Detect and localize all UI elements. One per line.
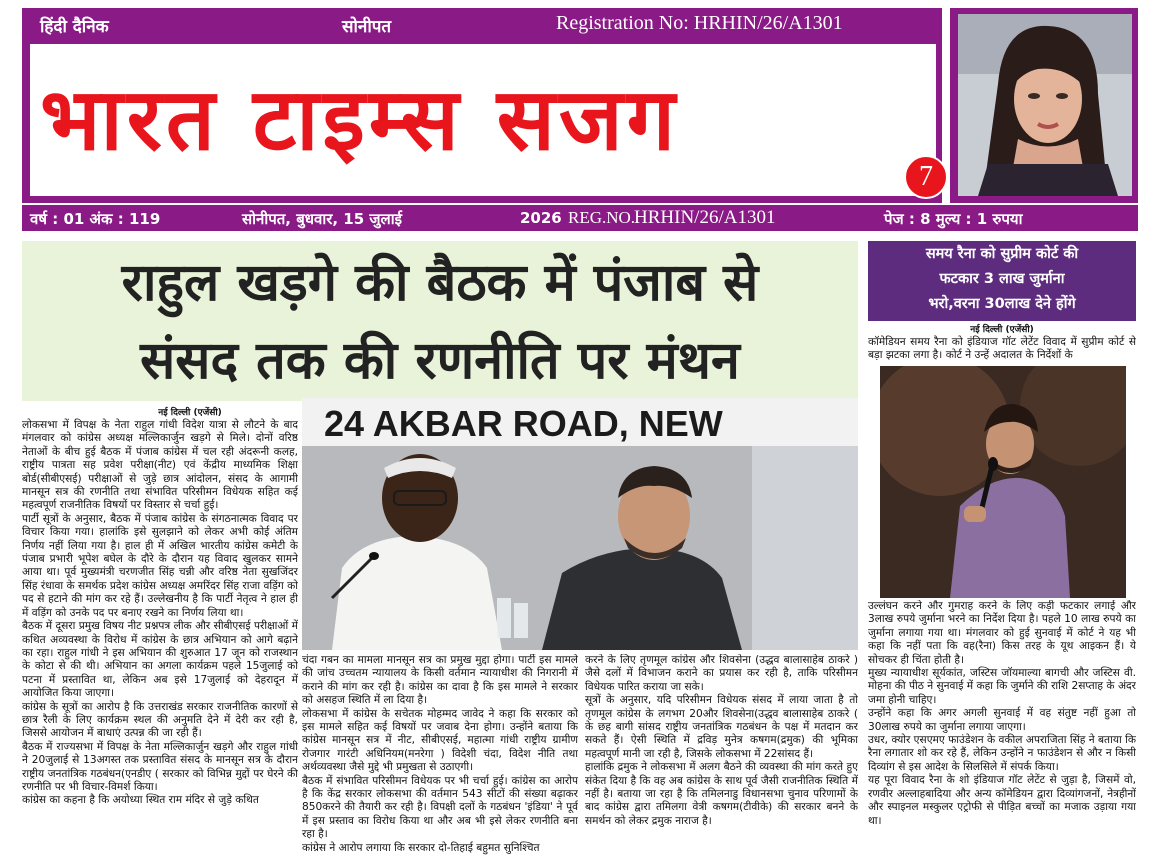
reg-label: REG.NO. bbox=[568, 208, 636, 227]
paragraph: मुख्य न्यायाधीश सूर्यकांत, जस्टिस जॉयमाल्या बागची और जस्टिस वी. मोहना की पीठ ने सुनवाई में कहा कि जुर्माने की राशि 2सप्ताह के अंदर जमा होनी चाहिए। bbox=[868, 667, 1136, 706]
story-byline: नई दिल्ली (एजेंसी) bbox=[158, 408, 222, 418]
story-column-3 bbox=[585, 654, 858, 867]
sidebar-byline: नई दिल्ली (एजेंसी) bbox=[970, 325, 1034, 335]
city-label: सोनीपत bbox=[342, 17, 392, 37]
paragraph: यह पूरा विवाद रैना के शो इंडियाज गॉट लेटेंट से जुड़ा है, जिसमें वो, रणवीर अल्लाहबादिया और अन्य कॉमेडियन द्वारा दिव्यांगजनों, नेत्रहीनों और स्पाइनल मस्कुलर एट्रोफी से पीड़ित बच्चों का मजाक उड़ाया गया था। bbox=[868, 774, 1136, 827]
paragraph: सूत्रों के अनुसार, यदि परिसीमन विधेयक संसद में लाया जाता है तो तृणमूल कांग्रेस के लगभग 20और शिवसेना(उद्धव बालासाहेब ठाकरे ( के छह बागी सांसद राष्ट्रीय जनतांत्रिक गठबंधन के पक्ष में मतदान कर सकते हैं। ऐसी स्थिति में द्रविड़ मुनेत्र कषगम(द्रमुक) की भूमिका महत्वपूर्ण मानी जा रही है, जिसके लोकसभा में 22सांसद हैं। bbox=[585, 694, 858, 760]
paragraph: उधर, क्योर एसएमए फाउंडेशन के वकील अपराजिता सिंह ने बताया कि रैना लगातार शो कर रहे हैं, लेकिन उन्होंने न फाउंडेशन से और न किसी दिव्यांग से इस आदेश के सिलसिले में संपर्क किया। bbox=[868, 734, 1136, 773]
paragraph: बैठक में संभावित परिसीमन विधेयक पर भी चर्चा हुई। कांग्रेस का आरोप है कि केंद्र सरकार लोकसभा की वर्तमान 543 सीटों की संख्या बढ़ाकर 850करने की तैयारी कर रही है। विपक्षी दलों के गठबंधन 'इंडिया' ने पूर्व में इस प्रस्ताव का विरोध किया था और अब भी इसे लेकर रणनीति बना रहा है। bbox=[302, 774, 578, 841]
masthead-portrait-photo bbox=[958, 14, 1132, 196]
sidebar-body bbox=[868, 600, 1136, 867]
masthead-top-strip bbox=[22, 10, 942, 42]
paragraph: बैठक में दूसरा प्रमुख विषय नीट प्रश्नपत्र लीक और सीबीएसई परीक्षाओं में कथित अव्यवस्था के विरोध में कांग्रेस के छात्र अभियान को आगे बढ़ाने का रहा। राहुल गांधी ने इस अभियान की शुरुआत 17 जून को राजस्थान के कोटा से की थी। अभियान का अगला कार्यक्रम पहले 15जुलाई को पटना में प्रस्तावित था, लेकिन अब इसे 17जुलाई को देहरादून में आयोजित किया जाएगा। bbox=[22, 620, 298, 700]
paragraph: बैठक में राज्यसभा में विपक्ष के नेता मल्लिकार्जुन खड़गे और राहुल गांधी ने 20जुलाई से 13अगस्त तक प्रस्तावित संसद के मानसून सत्र के दौरान राष्ट्रीय जनतांत्रिक गठबंधन(एनडीए ( सरकार को विभिन्न मुद्दों पर घेरने की रणनीति पर भी विचार-विमर्श किया। bbox=[22, 740, 298, 793]
sidebar-intro bbox=[868, 322, 1136, 366]
paragraph: कांग्रेस का कहना है कि अयोध्या स्थित राम मंदिर से जुड़े कथित bbox=[22, 794, 259, 807]
story-col1-text bbox=[22, 419, 298, 808]
page-and-price: पेज : 8 मुल्य : 1 रुपया bbox=[884, 210, 1023, 228]
paragraph: लोकसभा में कांग्रेस के सचेतक मोहम्मद जावेद ने कहा कि सरकार को इस मामले सहित कई विषयों पर जवाब देना होगा। उन्होंने बताया कि कांग्रेस मानसून सत्र में नीट, सीबीएसई, महात्मा गांधी राष्ट्रीय ग्रामीण रोजगार गारंटी अधिनियम(मनरेगा ) विदेशी चंदा, विदेश नीति तथा अर्थव्यवस्था जैसे मुद्दे भी प्रमुखता से उठाएगी। bbox=[302, 707, 578, 774]
newspaper-title: भारत टाइम्स सजग bbox=[40, 70, 680, 170]
main-headline bbox=[22, 244, 858, 400]
year: 2026 bbox=[520, 209, 562, 227]
story-column-2 bbox=[302, 654, 578, 867]
paragraph: कांग्रेस के सूत्रों का आरोप है कि उत्तराखंड सरकार राजनीतिक कारणों से छात्र रैली के लिए कार्यक्रम स्थल की अनुमति देने में देरी कर रही है, जिससे आयोजन में बाधाएं उत्पन्न की जा रही हैं। bbox=[22, 700, 298, 740]
sidebar-headline-line-2: फटकार 3 लाख जुर्माना bbox=[939, 271, 1065, 287]
edition-label: हिंदी दैनिक bbox=[40, 17, 109, 37]
sidebar-headline bbox=[868, 242, 1136, 317]
story-col3-text bbox=[585, 654, 858, 828]
paragraph: करने के लिए तृणमूल कांग्रेस और शिवसेना (उद्धव बालासाहेब ठाकरे ) जैसे दलों में विभाजन कराने का प्रयास कर रही है, ताकि परिसीमन विधेयक पारित कराया जा सके। bbox=[585, 654, 858, 693]
paragraph: हालांकि द्रमुक ने लोकसभा में अलग बैठने की व्यवस्था की मांग करते हुए संकेत दिया है कि वह अब कांग्रेस के साथ पूर्व जैसी राजनीतिक स्थिति में नहीं है। बताया जा रहा है कि तमिलनाडु विधानसभा चुनाव परिणामों के बाद कांग्रेस द्वारा तमिलगा वेत्री कषगम(टीवीके) की सरकार बनने के समर्थन को लेकर द्रमुक नाराज है। bbox=[585, 761, 858, 827]
story-column-1 bbox=[22, 405, 298, 867]
sidebar-body-text bbox=[868, 600, 1136, 828]
sidebar-intro-text: कॉमेडियन समय रैना को इंडियाज गॉट लेटेंट विवाद में सुप्रीम कोर्ट से बड़ा झटका लगा है। कोर्ट ने उन्हें अदालत के निर्देशों के bbox=[868, 336, 1136, 362]
sidebar-photo bbox=[880, 366, 1126, 598]
reg-number: HRHIN/26/A1301 bbox=[634, 207, 776, 228]
headline-line-2: संसद तक की रणनीति पर मंथन bbox=[140, 331, 740, 391]
place-and-date: सोनीपत, बुधवार, 15 जुलाई bbox=[242, 210, 402, 228]
paragraph: कांग्रेस ने आरोप लगाया कि सरकार दो-तिहाई बहुमत सुनिश्चित bbox=[302, 841, 540, 854]
main-story-photo bbox=[302, 398, 858, 650]
photo-banner-text: 24 AKBAR ROAD, NEW bbox=[324, 403, 723, 444]
volume-issue: वर्ष : 01 अंक : 119 bbox=[30, 210, 161, 228]
sidebar-headline-line-1: समय रैना को सुप्रीम कोर्ट की bbox=[925, 246, 1079, 262]
story-col2-text bbox=[302, 654, 578, 855]
masthead-badge: 7 bbox=[904, 155, 948, 199]
paragraph: लोकसभा में विपक्ष के नेता राहुल गांधी विदेश यात्रा से लौटने के बाद मंगलवार को कांग्रेस अध्यक्ष मल्लिकार्जुन खड़गे से मिले। दोनों वरिष्ठ नेताओं के बीच हुई बैठक में पंजाब कांग्रेस में चल रही अंदरूनी कलह, राष्ट्रीय पात्रता सह प्रवेश परीक्षा(नीट) एवं केंद्रीय माध्यमिक शिक्षा बोर्ड(सीबीएसई) परीक्षाओं से जुड़े छात्र आंदोलन, संसद के आगामी मानसून सत्र की रणनीति तथा संभावित परिसीमन विधेयक सहित कई महत्वपूर्ण राजनीतिक विषयों पर विस्तार से चर्चा हुई। bbox=[22, 419, 298, 512]
sidebar-headline-line-3: भरो,वरना 30लाख देने होंगे bbox=[928, 296, 1076, 312]
registration-number: Registration No: HRHIN/26/A1301 bbox=[556, 12, 843, 34]
paragraph: चंदा गबन का मामला मानसून सत्र का प्रमुख मुद्दा होगा। पार्टी इस मामले की जांच उच्चतम न्यायालय के किसी वर्तमान न्यायाधीश की निगरानी में कराने की मांग कर रही है। कांग्रेस का दावा है कि इस मामले ने सरकार को असहज स्थिति में ला दिया है। bbox=[302, 654, 578, 707]
paragraph: उल्लंघन करने और गुमराह करने के लिए कड़ी फटकार लगाई और 3लाख रुपये जुर्माना भरने का निर्देश दिया है। पहले 10 लाख रुपये का जुर्माना लगाया गया था। मंगलवार को हुई सुनवाई में कोर्ट ने यह भी कहा कि नहीं पता कि वह(रैना) किस तरह के यूथ आइकन हैं। ये सोचकर ही चिंता होती है। bbox=[868, 600, 1136, 666]
dateline-bar bbox=[22, 205, 1138, 231]
paragraph: उन्होंने कहा कि अगर अगली सुनवाई में वह संतुष्ट नहीं हुआ तो 30लाख रुपये का जुर्माना लगाया जाएगा। bbox=[868, 707, 1136, 733]
paragraph: पार्टी सूत्रों के अनुसार, बैठक में पंजाब कांग्रेस के संगठनात्मक विवाद पर विचार किया गया। हालांकि इसे सुलझाने को लेकर अभी कोई अंतिम निर्णय नहीं लिया गया है। हाल ही में अखिल भारतीय कांग्रेस कमेटी के पंजाब प्रभारी भूपेश बघेल के दौरे के दौरान यह विवाद खुलकर सामने आया था। पूर्व मुख्यमंत्री चरणजीत सिंह चन्नी और वरिष्ठ नेता सुखजिंदर सिंह रंधावा के समर्थक प्रदेश कांग्रेस अध्यक्ष अमरिंदर सिंह राजा वड़िंग को पद से हटाने की मांग कर रहे हैं। उल्लेखनीय है कि पार्टी नेतृत्व ने हाल ही में वड़िंग को उनके पद पर बनाए रखने का निर्णय लिया था। bbox=[22, 512, 298, 619]
headline-line-1: राहुल खड़गे की बैठक में पंजाब से bbox=[121, 253, 759, 313]
